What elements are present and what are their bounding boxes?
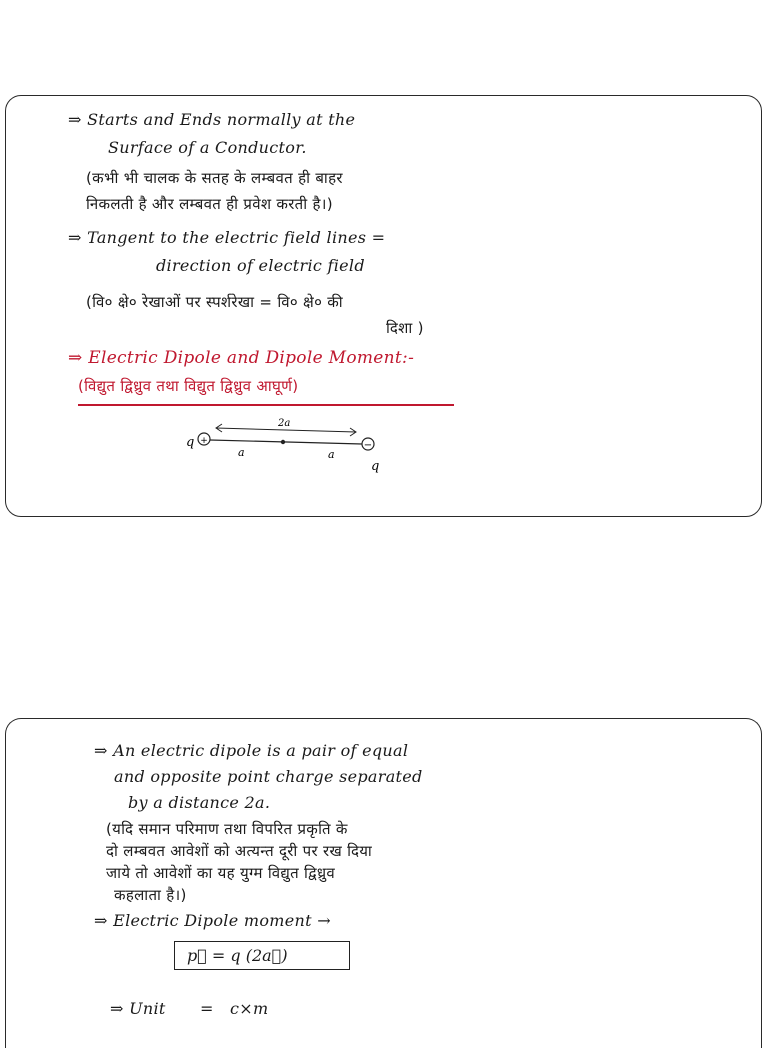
note-line-hindi: (यदि समान परिमाण तथा विपरित प्रकृति के [106,820,348,838]
dipole-moment-label: ⇒ Electric Dipole moment → [94,911,331,930]
note-line: ⇒ An electric dipole is a pair of equal [94,741,409,760]
heading-underline [78,404,454,406]
note-line-hindi: (वि० क्षे० रेखाओं पर स्पर्शरेखा = वि० क्षे० की [86,293,343,311]
note-line-hindi: निकलती है और लम्बवत ही प्रवेश करती है।) [86,195,333,213]
notes-page-1 [5,95,762,517]
left-charge-label: q [186,435,195,450]
section-heading-hindi: (विद्युत द्विध्रुव तथा विद्युत द्विध्रुव आघूर्ण) [78,377,299,395]
distance-label: 2a [278,418,291,429]
center-point [281,440,285,444]
note-line: ⇒ Tangent to the electric field lines = [68,228,386,247]
note-line-hindi: (कभी भी चालक के सतह के लम्बवत ही बाहर [86,169,343,187]
note-line-hindi: दिशा ) [386,319,424,337]
minus-sign: − [363,440,373,451]
plus-sign: + [200,436,208,446]
right-charge-label: q [371,459,380,474]
note-line: and opposite point charge separated [114,767,423,786]
unit-value: c×m [230,999,269,1018]
note-line: direction of electric field [156,256,365,275]
unit-equals: = [200,999,214,1018]
notes-page-2 [5,718,762,1048]
note-line: ⇒ Starts and Ends normally at the [68,110,356,129]
formula-box [174,941,350,970]
note-line: Surface of a Conductor. [108,138,307,157]
dipole-moment-formula: p⃗ = q (2a⃗) [187,946,288,965]
unit-label: ⇒ Unit [110,999,166,1018]
dipole-diagram [156,414,396,484]
half-distance-left: a [238,446,245,459]
section-heading: ⇒ Electric Dipole and Dipole Moment:- [68,348,415,368]
note-line-hindi: कहलाता है।) [114,886,187,904]
note-line-hindi: दो लम्बवत आवेशों को अत्यन्त दूरी पर रख दिया [106,842,373,860]
dipole-axis [210,440,362,444]
note-line: by a distance 2a. [128,793,271,812]
half-distance-right: a [328,448,335,461]
note-line-hindi: जाये तो आवेशों का यह युग्म विद्युत द्विध्रुव [106,864,336,882]
